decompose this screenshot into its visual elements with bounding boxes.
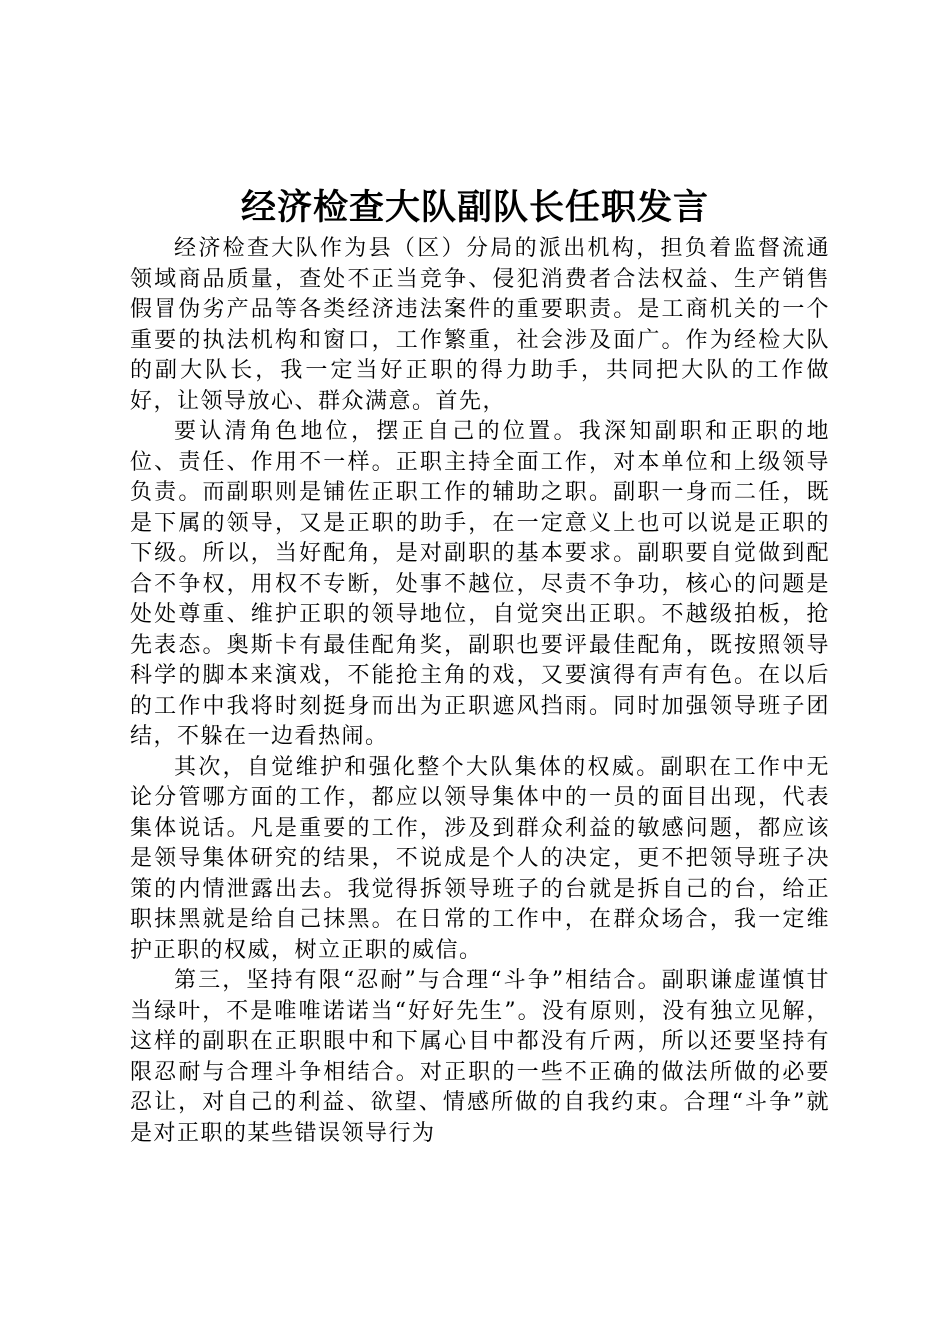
paragraph: 第三，坚持有限“忍耐”与合理“斗争”相结合。副职谦虚谨慎甘当绿叶，不是唯唯诺诺当“好好先生”。没有原则，没有独立见解，这样的副职在正职眼中和下属心目中都没有斤两，所以还要坚持有限忍耐与合理斗争相结合。对正职的一些不正确的做法所做的必要忍让，对自己的利益、欲望、情感所做的自我约束。合理“斗争”就是对正职的某些错误领导行为 <box>130 968 830 1146</box>
paragraph: 其次，自觉维护和强化整个大队集体的权威。副职在工作中无论分管哪方面的工作，都应以领导集体中的一员的面目出现，代表集体说话。凡是重要的工作，涉及到群众利益的敏感问题，都应该是领导集体研究的结果，不说成是个人的决定，更不把领导班子决策的内情泄露出去。我觉得拆领导班子的台就是拆自己的台，给正职抹黑就是给自己抹黑。在日常的工作中，在群众场合，我一定维护正职的权威，树立正职的威信。 <box>130 754 830 963</box>
paragraph: 要认清角色地位，摆正自己的位置。我深知副职和正职的地位、责任、作用不一样。正职主持全面工作，对本单位和上级领导负责。而副职则是铺佐正职工作的辅助之职。副职一身而二任，既是下属的领导，又是正职的助手，在一定意义上也可以说是正职的下级。所以，当好配角，是对副职的基本要求。副职要自觉做到配合不争权，用权不专断，处事不越位，尽责不争功，核心的问题是处处尊重、维护正职的领导地位，自觉突出正职。不越级拍板，抢先表态。奥斯卡有最佳配角奖，副职也要评最佳配角，既按照领导科学的脚本来演戏，不能抢主角的戏，又要演得有声有色。在以后的工作中我将时刻挺身而出为正职遮风挡雨。同时加强领导班子团结，不躲在一边看热闹。 <box>130 419 830 749</box>
paragraph: 经济检查大队作为县（区）分局的派出机构，担负着监督流通领域商品质量，查处不正当竞争、侵犯消费者合法权益、生产销售假冒伪劣产品等各类经济违法案件的重要职责。是工商机关的一个重要的执法机构和窗口，工作繁重，社会涉及面广。作为经检大队的副大队长，我一定当好正职的得力助手，共同把大队的工作做好，让领导放心、群众满意。首先， <box>130 236 830 414</box>
document-body <box>130 234 830 1149</box>
document-title: 经济检查大队副队长任职发言 <box>240 187 709 228</box>
